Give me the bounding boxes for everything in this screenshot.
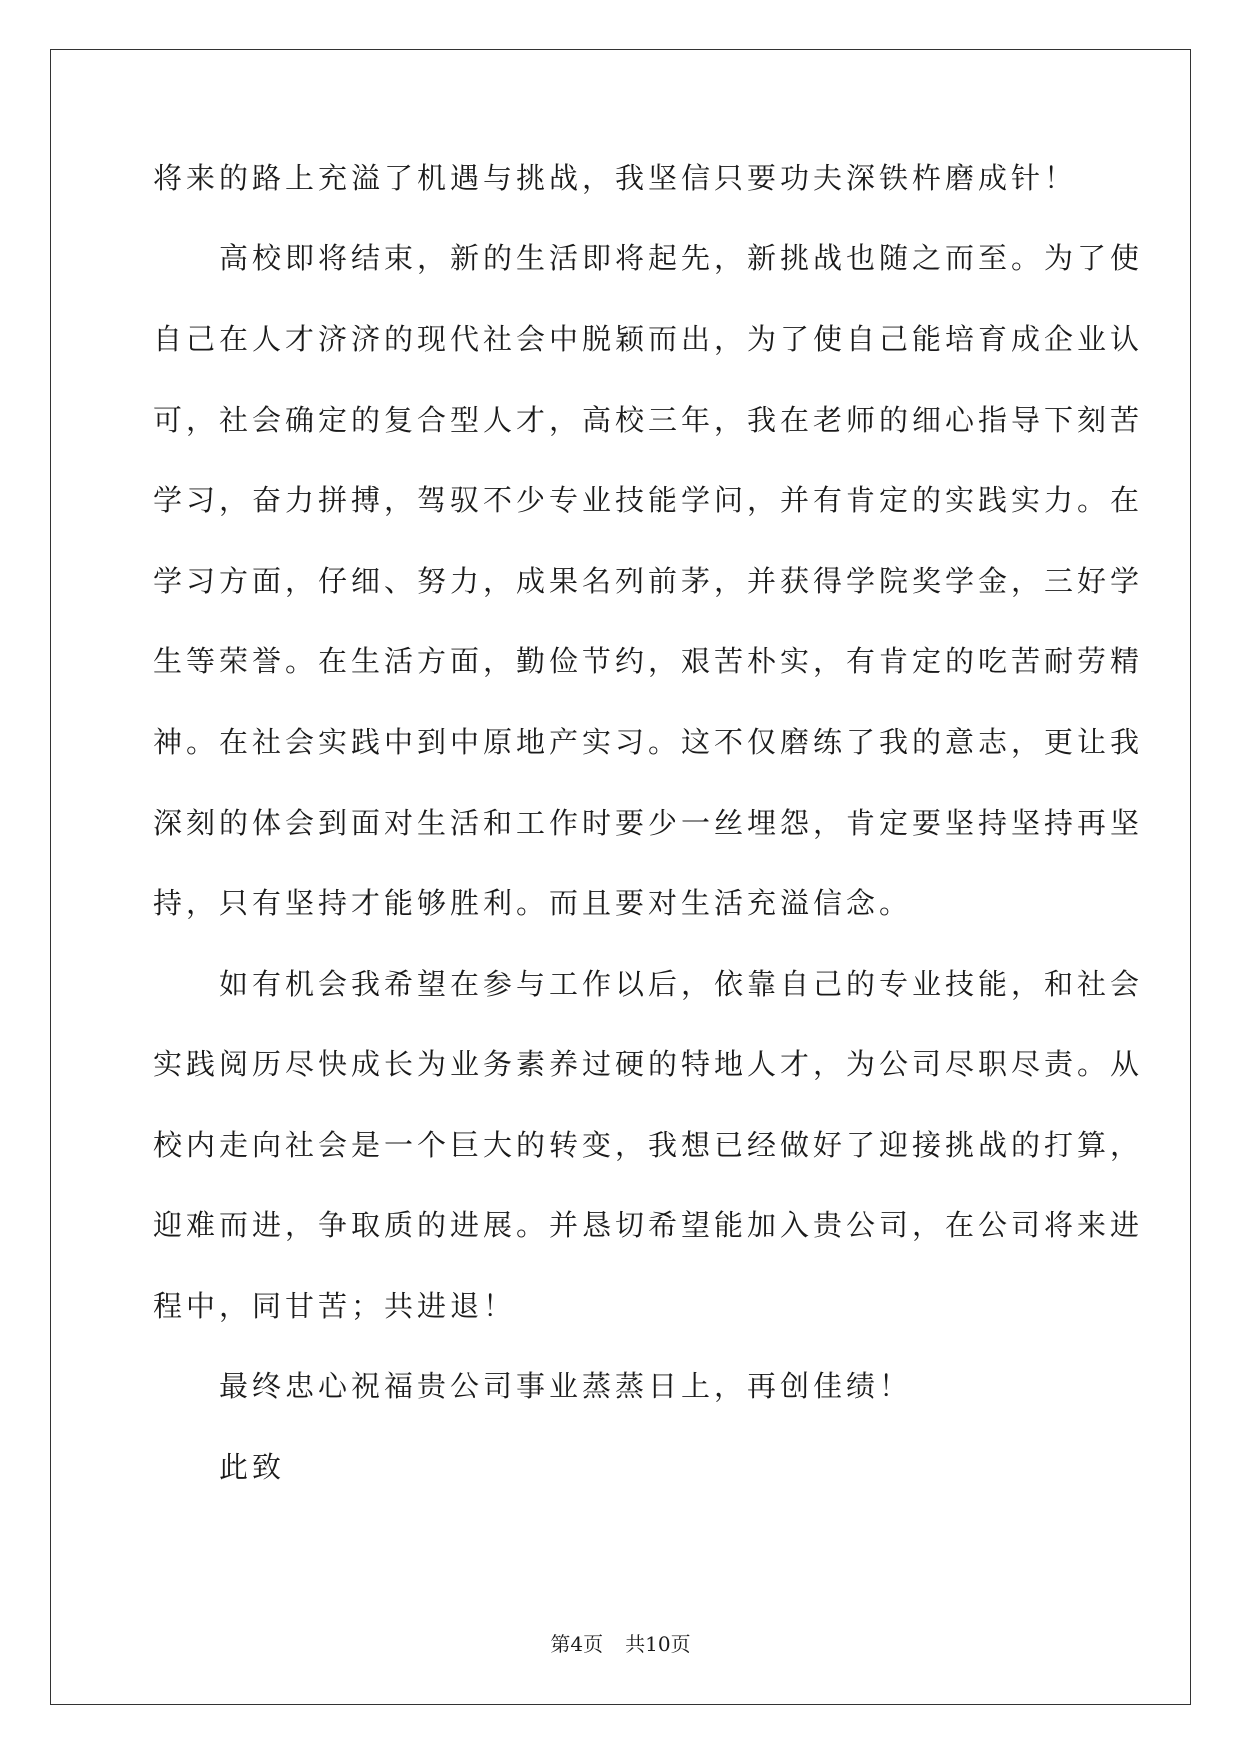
text-line: 校内走向社会是一个巨大的转变，我想已经做好了迎接挑战的打算， [153,1128,1144,1162]
text-line: 高校即将结束，新的生活即将起先，新挑战也随之而至。为了使 [153,241,1144,275]
text-line: 可，社会确定的复合型人才，高校三年，我在老师的细心指导下刻苦 [153,403,1144,437]
text-line: 实践阅历尽快成长为业务素养过硬的特地人才，为公司尽职尽责。从 [153,1047,1144,1081]
text-line: 如有机会我希望在参与工作以后，依靠自己的专业技能，和社会 [153,967,1144,1001]
text-line: 学习方面，仔细、努力，成果名列前茅，并获得学院奖学金，三好学 [153,564,1144,598]
text-line: 迎难而进，争取质的进展。并恳切希望能加入贵公司，在公司将来进 [153,1208,1144,1242]
text-line: 深刻的体会到面对生活和工作时要少一丝埋怨，肯定要坚持坚持再坚 [153,806,1144,840]
page-number: 第4页 [550,1632,604,1656]
text-line: 最终忠心祝福贵公司事业蒸蒸日上，再创佳绩！ [153,1369,913,1403]
text-line: 此致 [153,1450,286,1484]
text-line: 持，只有坚持才能够胜利。而且要对生活充溢信念。 [153,886,913,920]
text-line: 将来的路上充溢了机遇与挑战，我坚信只要功夫深铁杵磨成针！ [153,161,1078,195]
page-total: 共10页 [625,1632,691,1656]
text-line: 生等荣誉。在生活方面，勤俭节约，艰苦朴实，有肯定的吃苦耐劳精 [153,644,1144,678]
text-line: 学习，奋力拼搏，驾驭不少专业技能学问，并有肯定的实践实力。在 [153,483,1144,517]
text-line: 自己在人才济济的现代社会中脱颖而出，为了使自己能培育成企业认 [153,322,1144,356]
page-footer [0,1632,1241,1656]
text-line: 神。在社会实践中到中原地产实习。这不仅磨练了我的意志，更让我 [153,725,1144,759]
text-line: 程中，同甘苦；共进退！ [153,1289,517,1323]
